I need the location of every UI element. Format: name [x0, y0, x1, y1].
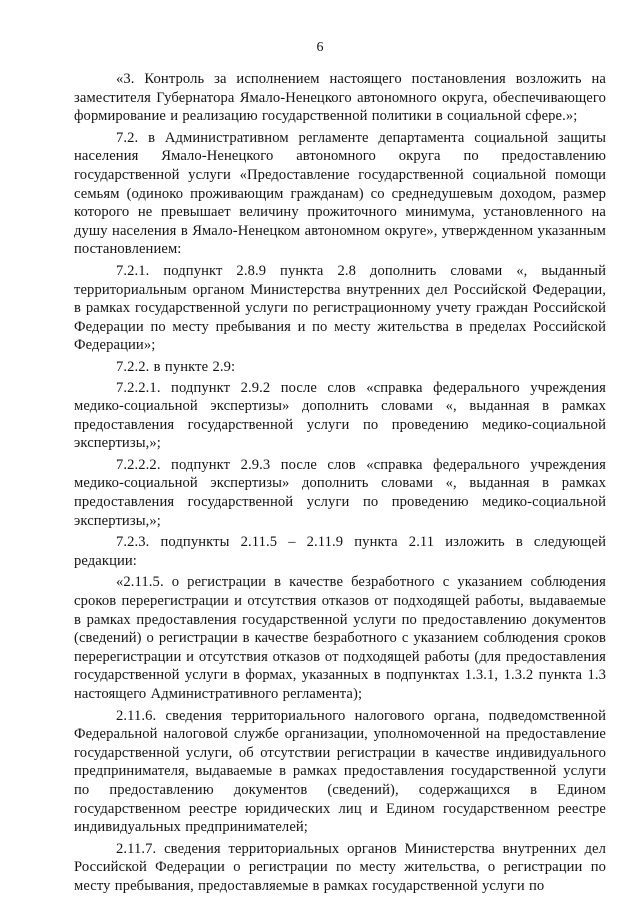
paragraph-2-11-7: 2.11.7. сведения территориальных органов Министерства внутренних дел Российской Федерации о регистрации по месту жительства, о регистрации по месту пребывания, предоставляемые в рамках государственной услуги по — [74, 840, 606, 894]
paragraph-7-2-2: 7.2.2. в пункте 2.9: — [116, 358, 236, 375]
page-number: 6 — [316, 40, 324, 55]
paragraph-7-2-2-1: 7.2.2.1. подпункт 2.9.2 после слов «справка федерального учреждения медико-социальной экспертизы» дополнить словами «, выданная в рамках предоставления государственной услуги по проведению медико-социальной экспертизы,»; — [74, 379, 606, 452]
paragraph-2-11-6: 2.11.6. сведения территориального налогового органа, подведомственной Федеральной налоговой службе организации, уполномоченной на предоставление государственной услуги, об отсутствии регистрации в качестве индивидуального предпринимателя, выдаваемые в рамках предоставления государственной услуги по предоставлению документов (сведений), содержащихся в Едином государственном реестре юридических лиц и Едином государственном реестре индивидуальных предпринимателей; — [74, 707, 606, 836]
paragraph-7-2-1: 7.2.1. подпункт 2.8.9 пункта 2.8 дополнить словами «, выданный территориальным органом Министерства внутренних дел Российской Федерации, в рамках государственной услуги по регистрационному учету граждан Российской Федерации по месту пребывания и по месту жительства в пределах Российской Федерации»; — [74, 262, 606, 354]
paragraph-7-2-2-2: 7.2.2.2. подпункт 2.9.3 после слов «справка федерального учреждения медико-социальной экспертизы» дополнить словами «, выданная в рамках предоставления государственной услуги по проведению медико-социальной экспертизы,»; — [74, 456, 606, 529]
paragraph-7-2: 7.2. в Административном регламенте департамента социальной защиты населения Ямало-Ненецкого автономного округа по предоставлению государственной услуги «Предоставление государственной социальной помощи семьям (одиноко проживающим гражданам) со среднедушевым доходом, размер которого не превышает величину прожиточного минимума, установленного на душу населения в Ямало-Ненецком автономном округе», утвержденном указанным постановлением: — [74, 129, 606, 258]
paragraph-2-11-5: «2.11.5. о регистрации в качестве безработного с указанием соблюдения сроков перерегистрации и отсутствия отказов от подходящей работы, выдаваемые в рамках предоставления государственной услуги по предоставлению документов (сведений) о регистрации в качестве безработного с указанием соблюдения сроков перерегистрации и отсутствия отказов от подходящей работы (для предоставления государственной услуги в формах, указанных в подпунктах 1.3.1, 1.3.2 пункта 1.3 настоящего Административного регламента); — [74, 574, 606, 702]
paragraph-control-clause: «3. Контроль за исполнением настоящего постановления возложить на заместителя Губернатора Ямало-Ненецкого автономного округа, обеспечивающего формирование и реализацию государственной политики в социальной сфере.»; — [74, 71, 606, 125]
paragraph-7-2-3: 7.2.3. подпункты 2.11.5 – 2.11.9 пункта 2.11 изложить в следующей редакции: — [74, 534, 606, 569]
document-body — [74, 70, 606, 899]
